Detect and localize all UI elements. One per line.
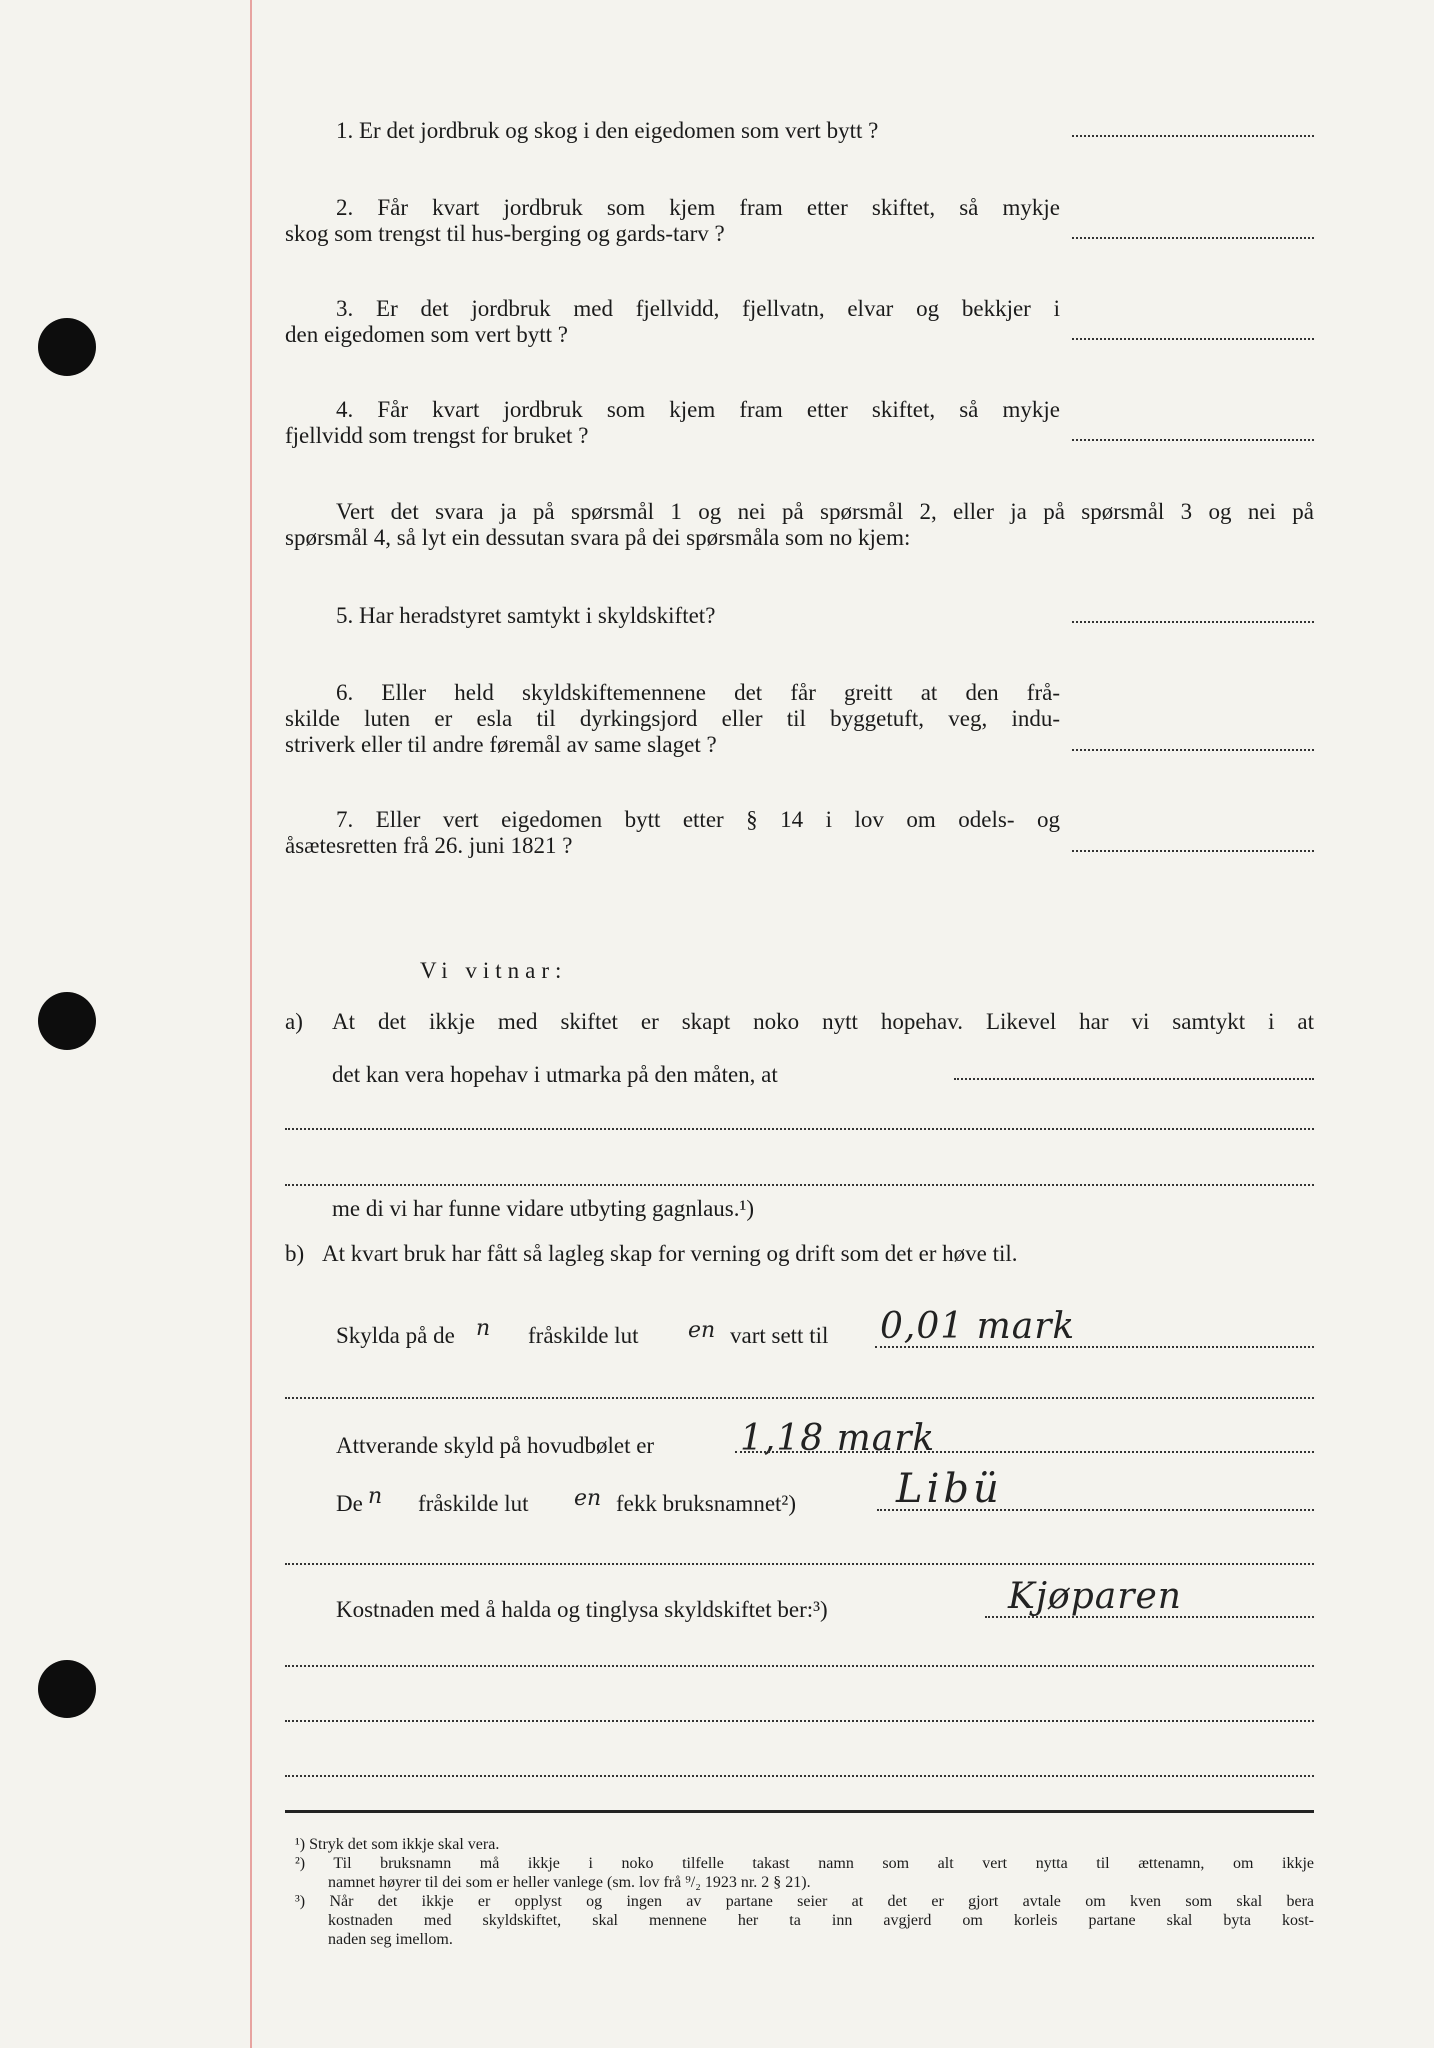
- skylda-handwritten-en: en: [688, 1318, 716, 1343]
- kostnad-line-2: [285, 1665, 1314, 1667]
- witness-a-label: a): [285, 1009, 303, 1034]
- kostnad-label: Kostnaden med å halda og tinglysa skyldskiftet ber:³): [336, 1597, 828, 1622]
- bruksnamn-label-3: fekk bruksnamnet²): [616, 1491, 796, 1516]
- question-7-line-2: åsætesretten frå 26. juni 1821 ?: [285, 833, 573, 858]
- attverande-label: Attverande skyld på hovudbølet er: [336, 1433, 655, 1458]
- bruksnamn-handwritten-en: en: [574, 1486, 602, 1511]
- skylda-line: [875, 1346, 1314, 1348]
- question-6-line-3: striverk eller til andre føremål av same slaget ?: [285, 732, 717, 757]
- footnote-2-line-2: namnet høyrer til dei som er heller vanlege (sm. lov frå ⁹/₂ 1923 nr. 2 § 21).: [328, 1874, 811, 1891]
- witness-a-line-1: At det ikkje med skiftet er skapt noko nytt hopehav. Likevel har vi samtykt i at: [332, 1009, 1314, 1034]
- kostnad-value: Kjøparen: [1008, 1576, 1182, 1617]
- bruksnamn-label-1: De: [336, 1491, 363, 1516]
- witness-a-fill-line-1: [954, 1078, 1314, 1080]
- answer-line-6: [1072, 749, 1314, 751]
- question-2-line-2: skog som trengst til hus-berging og gards-tarv ?: [285, 221, 725, 246]
- bruksnamn-handwritten-n: n: [368, 1484, 383, 1509]
- question-6-line-1: 6. Eller held skyldskiftemennene det får greitt at den frå-: [336, 680, 1060, 705]
- attverande-value: 1,18 mark: [740, 1418, 936, 1459]
- attverande-line: [735, 1451, 1314, 1453]
- conditional-intro-line-1: Vert det svara ja på spørsmål 1 og nei på spørsmål 2, eller ja på spørsmål 3 og nei på: [336, 499, 1314, 524]
- answer-line-3: [1072, 338, 1314, 340]
- skylda-handwritten-n: n: [476, 1316, 491, 1341]
- skylda-label-1: Skylda på de: [336, 1323, 455, 1348]
- question-3-line-2: den eigedomen som vert bytt ?: [285, 322, 568, 347]
- question-3-line-1: 3. Er det jordbruk med fjellvidd, fjellvatn, elvar og bekkjer i: [336, 296, 1060, 321]
- question-6-line-2: skilde luten er esla til dyrkingsjord eller til byggetuft, veg, indu-: [285, 706, 1060, 731]
- answer-line-5: [1072, 621, 1314, 623]
- witness-a-fill-line-2: [285, 1128, 1314, 1130]
- question-7-line-1: 7. Eller vert eigedomen bytt etter § 14 i lov om odels- og: [336, 807, 1060, 832]
- answer-line-1: [1072, 135, 1314, 137]
- punch-hole: [38, 318, 96, 376]
- margin-rule: [250, 0, 252, 2048]
- footnote-3-line-1: ³) Når det ikkje er opplyst og ingen av partane seier at det er gjort avtale om kven som skal bera: [295, 1893, 1314, 1910]
- bruksnamn-label-2: fråskilde lut: [418, 1491, 529, 1516]
- kostnad-line-4: [285, 1775, 1314, 1777]
- conditional-intro-line-2: spørsmål 4, så lyt ein dessutan svara på dei spørsmåla som no kjem:: [285, 525, 911, 550]
- skylda-label-2: fråskilde lut: [528, 1323, 639, 1348]
- skylda-value: 0,01 mark: [880, 1306, 1076, 1347]
- question-5: 5. Har heradstyret samtykt i skyldskiftet?: [336, 603, 716, 628]
- footnote-3-line-2: kostnaden med skyldskiftet, skal mennene her ta inn avgjerd om korleis partane skal byta kost-: [328, 1912, 1314, 1929]
- kostnad-line: [985, 1616, 1314, 1618]
- witness-b-line-1: At kvart bruk har fått så lagleg skap for verning og drift som det er høve til.: [322, 1241, 1018, 1266]
- witness-a-line-2: det kan vera hopehav i utmarka på den måten, at: [332, 1062, 778, 1087]
- footnote-3-line-3: naden seg imellom.: [328, 1931, 453, 1948]
- answer-line-4: [1072, 439, 1314, 441]
- footnote-1: ¹) Stryk det som ikkje skal vera.: [295, 1836, 500, 1853]
- question-4-line-1: 4. Får kvart jordbruk som kjem fram etter skiftet, så mykje: [336, 397, 1060, 422]
- bruksnamn-line: [877, 1509, 1314, 1511]
- bruksnamn-value: Libü: [896, 1466, 1003, 1512]
- punch-hole: [38, 992, 96, 1050]
- witness-b-label: b): [285, 1241, 305, 1266]
- skylda-line-2: [285, 1397, 1314, 1399]
- bruksnamn-line-2: [285, 1563, 1314, 1565]
- skylda-label-3: vart sett til: [730, 1323, 829, 1348]
- answer-line-7: [1072, 850, 1314, 852]
- question-1: 1. Er det jordbruk og skog i den eigedomen som vert bytt ?: [336, 118, 879, 143]
- footnote-separator: [285, 1810, 1314, 1813]
- punch-hole: [38, 1660, 96, 1718]
- question-4-line-2: fjellvidd som trengst for bruket ?: [285, 423, 589, 448]
- question-2-line-1: 2. Får kvart jordbruk som kjem fram etter skiftet, så mykje: [336, 195, 1060, 220]
- footnote-2-line-1: ²) Til bruksnamn må ikkje i noko tilfelle takast namn som alt vert nytta til ættenamn, om ikkje: [295, 1855, 1314, 1872]
- witness-a-fill-line-3: [285, 1184, 1314, 1186]
- answer-line-2: [1072, 237, 1314, 239]
- kostnad-line-3: [285, 1720, 1314, 1722]
- witness-a-line-3: me di vi har funne vidare utbyting gagnlaus.¹): [332, 1196, 755, 1221]
- witness-heading: Vi vitnar:: [420, 958, 568, 983]
